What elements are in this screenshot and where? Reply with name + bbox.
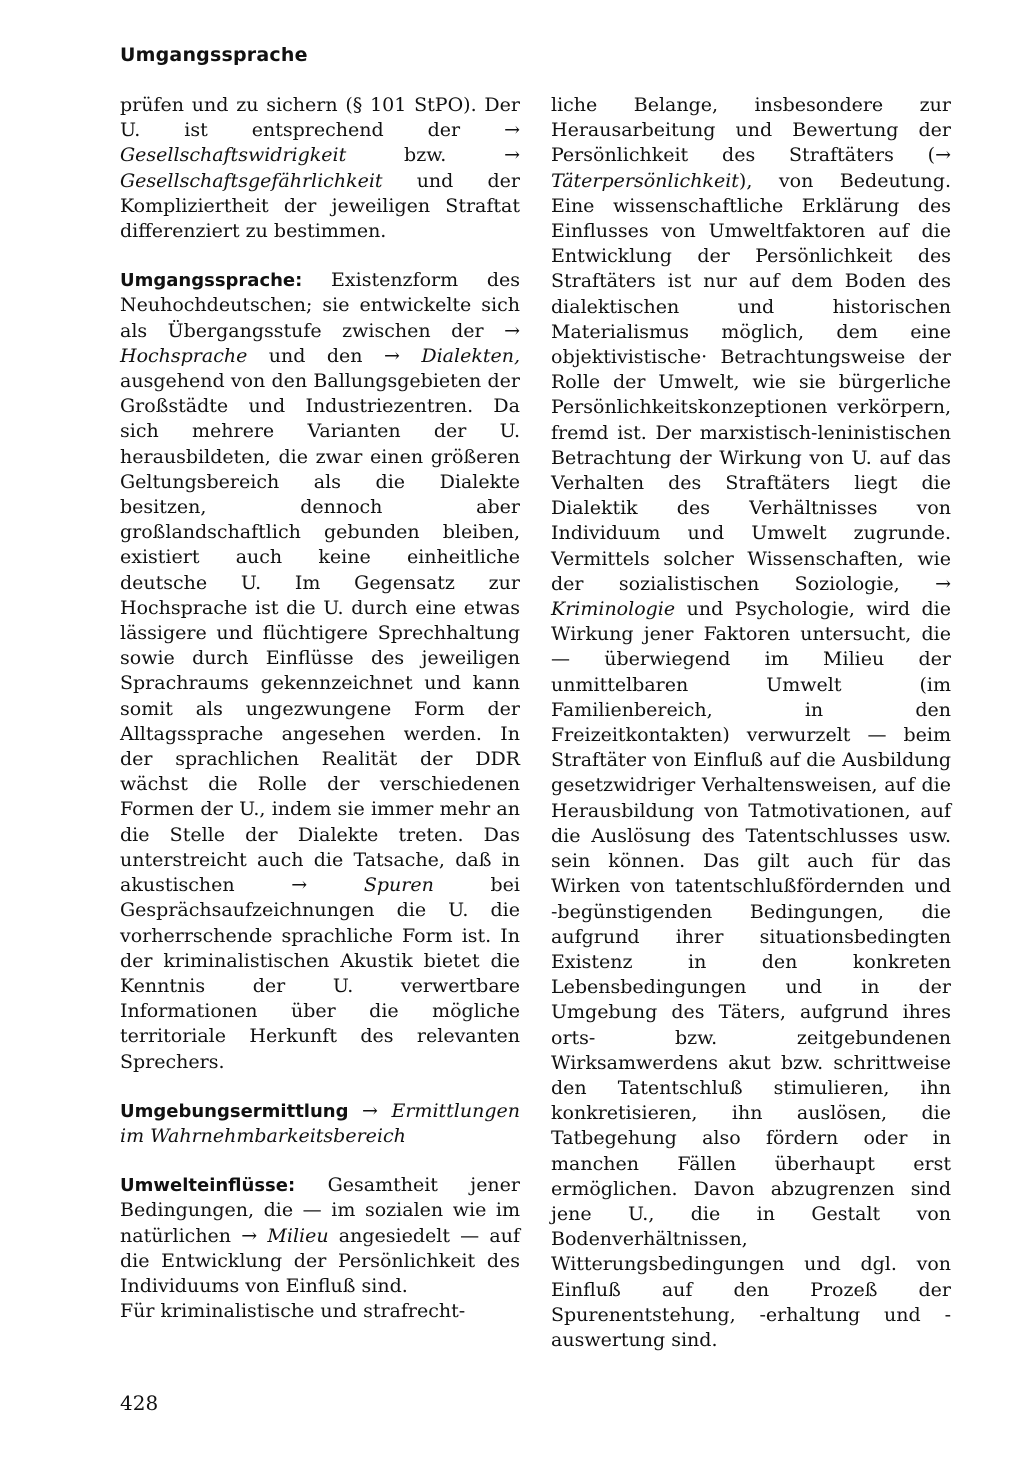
text-run: und Psychologie, wird die Wirkung jener Faktoren untersucht, die — überwiegend im Milieu der unmittelbaren Umwelt (im Familienbereich, in den Freizeitkontakten) verwurzelt — beim Straftäter von Einfluß auf die Ausbildung gesetzwidriger Verhaltensweisen, auf die Herausbildung von Tatmotivationen, auf die Auslösung des Tatentschlusses usw. sein können. Das gilt auch für das Wirken von tatentschlußfördernden und -begünstigenden Bedingungen, die aufgrund ihrer situationsbedingten Existenz in den konkreten Lebensbedingungen und in der Umgebung des Täters, aufgrund ihres orts- bzw. zeitgebundenen Wirksamwerdens akut bzw. schrittweise den Tatentschluß stimulieren, ihn konkretisieren, ihn auslösen, die Tatbegehung also fördern oder in manchen Fällen überhaupt erst ermöglichen. Davon abzugrenzen sind jene U., die in Gestalt von Bodenverhältnissen, Witterungsbedingungen und dgl. von Einfluß auf den Prozeß der Spurenentstehung, -erhaltung und -auswertung sind.	[551, 598, 951, 1351]
entry-umwelteinfluesse-para2	[120, 1299, 520, 1324]
text-run: ausgehend von den Ballungsgebieten der Großstädte und Industriezentren. Da sich mehrere Varianten der U. herausbildeten, die zwar einen größeren Geltungsbereich als die Dialekte besitzen, dennoch aber großlandschaftlich gebunden bleiben, existiert auch keine einheitliche deutsche U. Im Gegensatz zur Hochsprache ist die U. durch eine etwas lässigere und flüchtigere Sprechhaltung sowie durch Einflüsse des jeweiligen Sprachraums gekennzeichnet und kann somit als ungezwungene Form der Alltagssprache angesehen werden. In der sprachlichen Realität der DDR wächst die Rolle der verschiedenen Formen der U., indem sie immer mehr an die Stelle der Dialekte treten. Das unterstreicht auch die Tatsache, daß in akustischen →	[120, 370, 520, 897]
text-run: liche Belange, insbesondere zur Herausarbeitung und Bewertung der Persönlichkeit des Straftäters (→	[551, 94, 951, 167]
paragraph-gap	[120, 1149, 520, 1173]
entry-continuation	[120, 93, 520, 244]
cross-reference: Ermittlungen im Wahrnehmbarkeitsbereich	[120, 1099, 520, 1147]
cross-reference: Hochsprache	[120, 344, 248, 367]
text-run: Existenzform des Neuhochdeutschen; sie entwickelte sich als Übergangsstufe zwischen der →	[120, 269, 520, 342]
cross-reference: Gesellschaftsgefährlichkeit	[120, 169, 383, 192]
text-run: bzw. →	[346, 144, 520, 167]
cross-reference: Spuren	[363, 874, 434, 897]
left-column	[120, 93, 520, 1324]
cross-reference: Täterpersönlichkeit	[551, 169, 739, 192]
entry-headword: Umgangssprache:	[120, 270, 303, 292]
page-number: 428	[120, 1391, 159, 1415]
text-run: und den →	[247, 344, 422, 367]
text-run: Gesamtheit jener Bedingungen, die — im sozialen wie im natürlichen →	[120, 1174, 520, 1247]
paragraph-gap	[120, 244, 520, 268]
entry-umgangssprache	[120, 268, 520, 1075]
paragraph-gap	[120, 1075, 520, 1099]
entry-umwelteinfluesse	[120, 1173, 520, 1299]
entry-headword: Umgebungsermittlung	[120, 1100, 349, 1122]
text-run: Für kriminalistische und strafrecht-	[120, 1300, 466, 1323]
text-run: bei Gesprächsaufzeichnungen die U. die vorherrschende sprachliche Form ist. In der kriminalistischen Akustik bietet die Kenntnis der U. verwertbare Informationen über die mögliche territoriale Herkunft des relevanten Sprechers.	[120, 874, 520, 1073]
entry-umgebungsermittlung	[120, 1099, 520, 1149]
cross-reference: Kriminologie	[551, 598, 676, 621]
right-column	[551, 93, 951, 1353]
text-run: →	[348, 1099, 392, 1122]
text-run: prüfen und zu sichern (§ 101 StPO). Der U. ist entsprechend der →	[120, 94, 520, 142]
text-run: ), von Bedeutung. Eine wissenschaftliche Erklärung des Einflusses von Umweltfaktoren auf die Entwicklung der Persönlichkeit des Straftäters ist nur auf dem Boden des dialektischen und historischen Materialismus möglich, dem eine objektivistische· Betrachtungsweise der Rolle der Umwelt, wie sie bürgerliche Persönlichkeitskonzeptionen verkörpern, fremd ist. Der marxistisch-leninistischen Betrachtung der Wirkung von U. auf das Verhalten des Straftäters liegt die Dialektik des Verhältnisses von Individuum und Umwelt zugrunde. Vermittels solcher Wissenschaften, wie der sozialistischen Soziologie, →	[551, 169, 951, 595]
entry-headword: Umwelteinflüsse:	[120, 1175, 296, 1197]
cross-reference: Milieu	[267, 1224, 329, 1247]
cross-reference: Dialekten,	[421, 344, 520, 367]
cross-reference: Gesellschaftswidrigkeit	[120, 144, 347, 167]
running-head: Umgangssprache	[120, 44, 308, 66]
text-run: angesiedelt — auf die Entwicklung der Persönlichkeit des Individuums von Einfluß sind.	[120, 1224, 520, 1297]
text-run: und der Kompliziertheit der jeweiligen Straftat differenziert zu bestimmen.	[120, 169, 520, 243]
entry-umwelteinfluesse-continued	[551, 93, 951, 1353]
